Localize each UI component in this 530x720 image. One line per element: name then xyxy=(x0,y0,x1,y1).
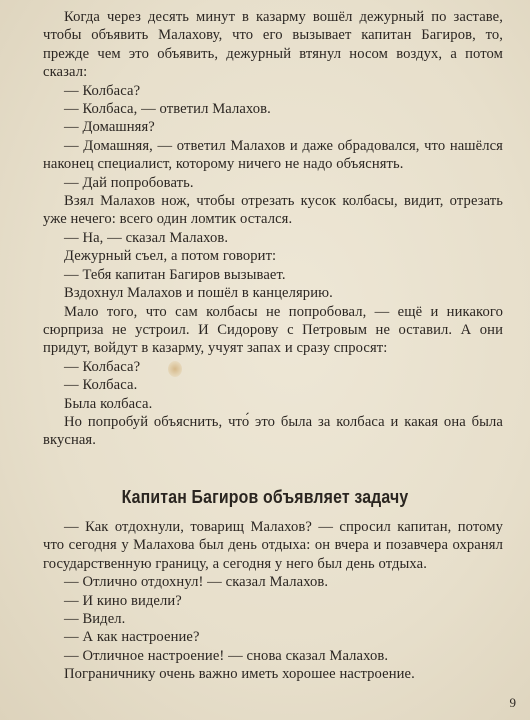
paragraph: — Домашняя? xyxy=(64,119,155,136)
paragraph: — Колбаса. xyxy=(64,377,138,394)
story-text-upper xyxy=(43,8,503,450)
paragraph: — А как настроение? xyxy=(64,629,200,646)
paragraph: Мало того, что сам колбасы не попробовал, — ещё и никакого сюрприза не устроил. И Сидорову с Петровым не оставил. А они придут, войдут в казарму, учуят запах и сразу спросят: xyxy=(43,303,503,357)
paragraph: — Колбаса? xyxy=(64,358,141,375)
paragraph: — И кино видели? xyxy=(64,592,182,609)
paragraph: — Видел. xyxy=(64,611,126,628)
paragraph: Взял Малахов нож, чтобы отрезать кусок колбасы, видит, отрезать уже нечего: всего один ломтик остался. xyxy=(43,193,503,228)
paragraph: Но попробуй объяснить, что́ это была за колбаса и какая она была вкусная. xyxy=(43,413,503,449)
section-title: Капитан Багиров объявляет задачу xyxy=(121,487,409,507)
page-number: 9 xyxy=(509,695,516,710)
paragraph: — Колбаса, — ответил Малахов. xyxy=(64,101,271,118)
story-text-lower xyxy=(43,518,503,684)
paragraph: — Отлично отдохнул! — сказал Малахов. xyxy=(64,574,329,591)
paragraph: — На, — сказал Малахов. xyxy=(64,229,229,246)
paragraph: Пограничнику очень важно иметь хорошее настроение. xyxy=(64,666,415,683)
paragraph: Когда через десять минут в казарму вошёл дежурный по заставе, чтобы объявить Малахову, что его вызывает капитан Багиров, то, прежде чем это объявить, дежурный втянул носом воздух, а потом сказал: xyxy=(43,9,503,81)
paragraph: — Тебя капитан Багиров вызывает. xyxy=(64,266,286,283)
paragraph: — Домашняя, — ответил Малахов и даже обрадовался, что нашёлся наконец специалист, которому ничего не надо объяснять. xyxy=(43,137,503,173)
paragraph: — Как отдохнули, товарищ Малахов? — спросил капитан, потому что сегодня у Малахова был день отдыха: он вчера и позавчера охранял государственную границу, а сегодня у него был день отдыха. xyxy=(43,519,503,572)
paragraph: — Дай попробовать. xyxy=(64,174,194,191)
paragraph: Дежурный съел, а потом говорит: xyxy=(64,248,277,265)
paragraph: Была колбаса. xyxy=(64,395,153,412)
paragraph: — Отличное настроение! — снова сказал Малахов. xyxy=(64,647,389,664)
paragraph: — Колбаса? xyxy=(64,82,141,99)
paragraph: Вздохнул Малахов и пошёл в канцелярию. xyxy=(64,285,333,302)
